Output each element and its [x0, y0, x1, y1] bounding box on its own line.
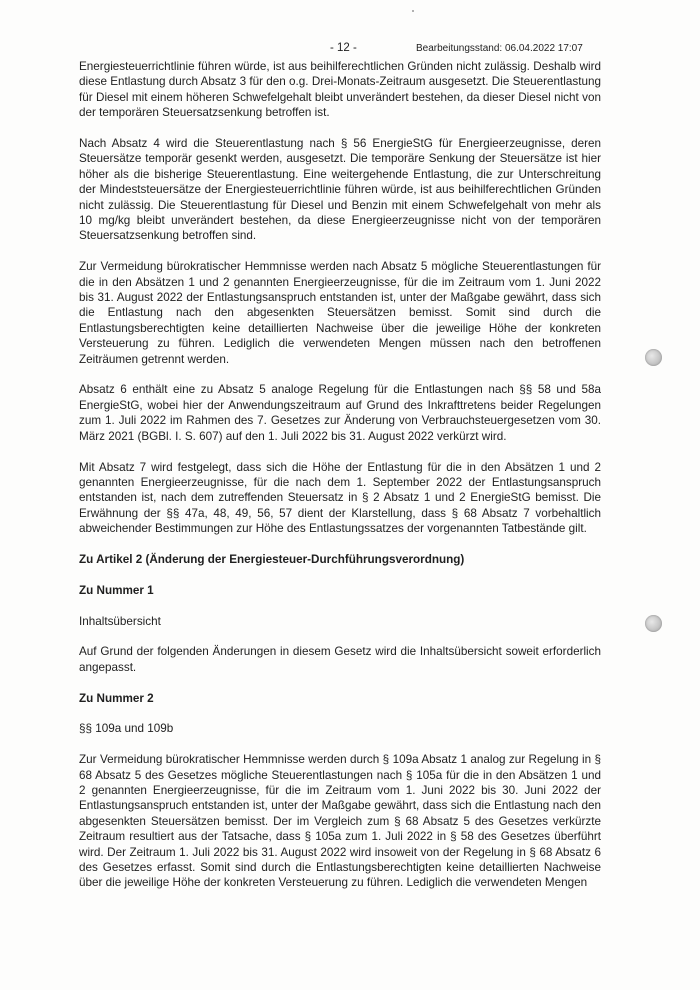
paragraph: Energiesteuerrichtlinie führen würde, ist aus beihilferechtlichen Gründen nicht zulässig. Deshalb wird diese Entlastung durch Absatz 3 für den o.g. Drei-Monats-Zeitraum ausgesetzt. Die Steuerentlastung für Diesel mit einem höheren Schwefelgehalt bleibt unverändert bestehen, da dieser Diesel nicht von der temporären Steuersatzsenkung betroffen ist.	[79, 60, 601, 120]
section-heading-nummer-1: Zu Nummer 1	[79, 583, 154, 597]
punch-hole-top	[645, 349, 662, 366]
edit-status: Bearbeitungsstand: 06.04.2022 17:07	[416, 43, 583, 54]
page-header	[0, 42, 700, 56]
section-subject: §§ 109a und 109b	[79, 722, 174, 736]
article-heading: Zu Artikel 2 (Änderung der Energiesteuer-Durchführungsverordnung)	[79, 552, 465, 566]
paragraph: Zur Vermeidung bürokratischer Hemmnisse werden nach Absatz 5 mögliche Steuerentlastungen für die in den Absätzen 1 und 2 genannten Energieerzeugnisse, für die im Zeitraum vom 1. Juni 2022 bis 31. August 2022 der Entlastungsanspruch entstanden ist, unter der Maßgabe gewährt, dass sich die Entlastung nach den abgesenkten Steuersätzen bemisst. Somit sind durch die Entlastungsberechtigten keine detaillierten Nachweise über die jeweilige Höhe der konkreten Versteuerung zu führen. Lediglich die verwendeten Mengen müssen nach den betroffenen Zeiträumen getrennt werden.	[79, 260, 601, 366]
page-number: - 12 -	[330, 42, 357, 54]
paragraph: Auf Grund der folgenden Änderungen in diesem Gesetz wird die Inhaltsübersicht soweit erforderlich angepasst.	[79, 645, 601, 674]
paragraph: Zur Vermeidung bürokratischer Hemmnisse werden durch § 109a Absatz 1 analog zur Regelung in § 68 Absatz 5 des Gesetzes mögliche Steuerentlastungen nach § 105a für die in den Absätzen 1 und 2 genannten Energieerzeugnisse, für die im Zeitraum vom 1. Juni 2022 bis 30. Juni 2022 der Entlastungsanspruch entstanden ist, unter der Maßgabe gewährt, dass sich die Entlastung nach den abgesenkten Steuersätzen bemisst. Der im Vergleich zum § 68 Absatz 5 des Gesetzes verkürzte Zeitraum resultiert aus der Tatsache, dass § 105a zum 1. Juli 2022 in § 58 des Gesetzes überführt wird. Der Zeitraum 1. Juli 2022 bis 31. August 2022 wird insoweit von der Regelung in § 68 Absatz 6 des Gesetzes erfasst. Somit sind durch die Entlastungsberechtigten keine detaillierten Nachweise über die jeweilige Höhe der konkreten Versteuerung zu führen. Lediglich die verwendeten Mengen	[79, 753, 601, 890]
section-heading-nummer-2: Zu Nummer 2	[79, 691, 154, 705]
section-subject: Inhaltsübersicht	[79, 614, 161, 628]
paragraph: Mit Absatz 7 wird festgelegt, dass sich die Höhe der Entlastung für die in den Absätzen 1 und 2 genannten Energieerzeugnisse, für die nach dem 1. September 2022 der Entlastungsanspruch entstanden ist, nach dem zutreffenden Steuersatz in § 2 Absatz 1 und 2 EnergieStG bemisst. Die Erwähnung der §§ 47a, 48, 49, 56, 57 dient der Klarstellung, dass § 68 Absatz 7 vorbehaltlich abweichender Bestimmungen zur Höhe des Entlastungssatzes der vorgenannten Tatbestände gilt.	[79, 460, 601, 536]
punch-hole-bottom	[645, 615, 662, 632]
paragraph: Nach Absatz 4 wird die Steuerentlastung nach § 56 EnergieStG für Energieerzeugnisse, deren Steuersätze temporär gesenkt werden, ausgesetzt. Die temporäre Senkung der Steuersätze ist hier höher als die bisherige Steuerentlastung. Eine weitergehende Entlastung, die zur Unterschreitung der Mindeststeuersätze der Energiesteuerrichtlinie führen würde, ist aus beihilferechtlichen Gründen nicht zulässig. Die Steuerentlastung für Diesel und Benzin mit einem Schwefelgehalt von mehr als 10 mg/kg bleibt unverändert bestehen, da diese Energieerzeugnisse nicht von der temporären Steuersatzsenkung betroffen sind.	[79, 137, 601, 243]
scan-speck	[412, 10, 414, 12]
document-body	[79, 59, 601, 906]
paragraph: Absatz 6 enthält eine zu Absatz 5 analoge Regelung für die Entlastungen nach §§ 58 und 58a EnergieStG, wobei hier der Anwendungszeitraum auf Grund des Inkrafttretens beider Regelungen zum 1. Juli 2022 im Rahmen des 7. Gesetzes zur Änderung von Verbrauchsteuergesetzen vom 30. März 2021 (BGBl. I. S. 607) auf den 1. Juli 2022 bis 31. August 2022 verkürzt wird.	[79, 383, 601, 443]
